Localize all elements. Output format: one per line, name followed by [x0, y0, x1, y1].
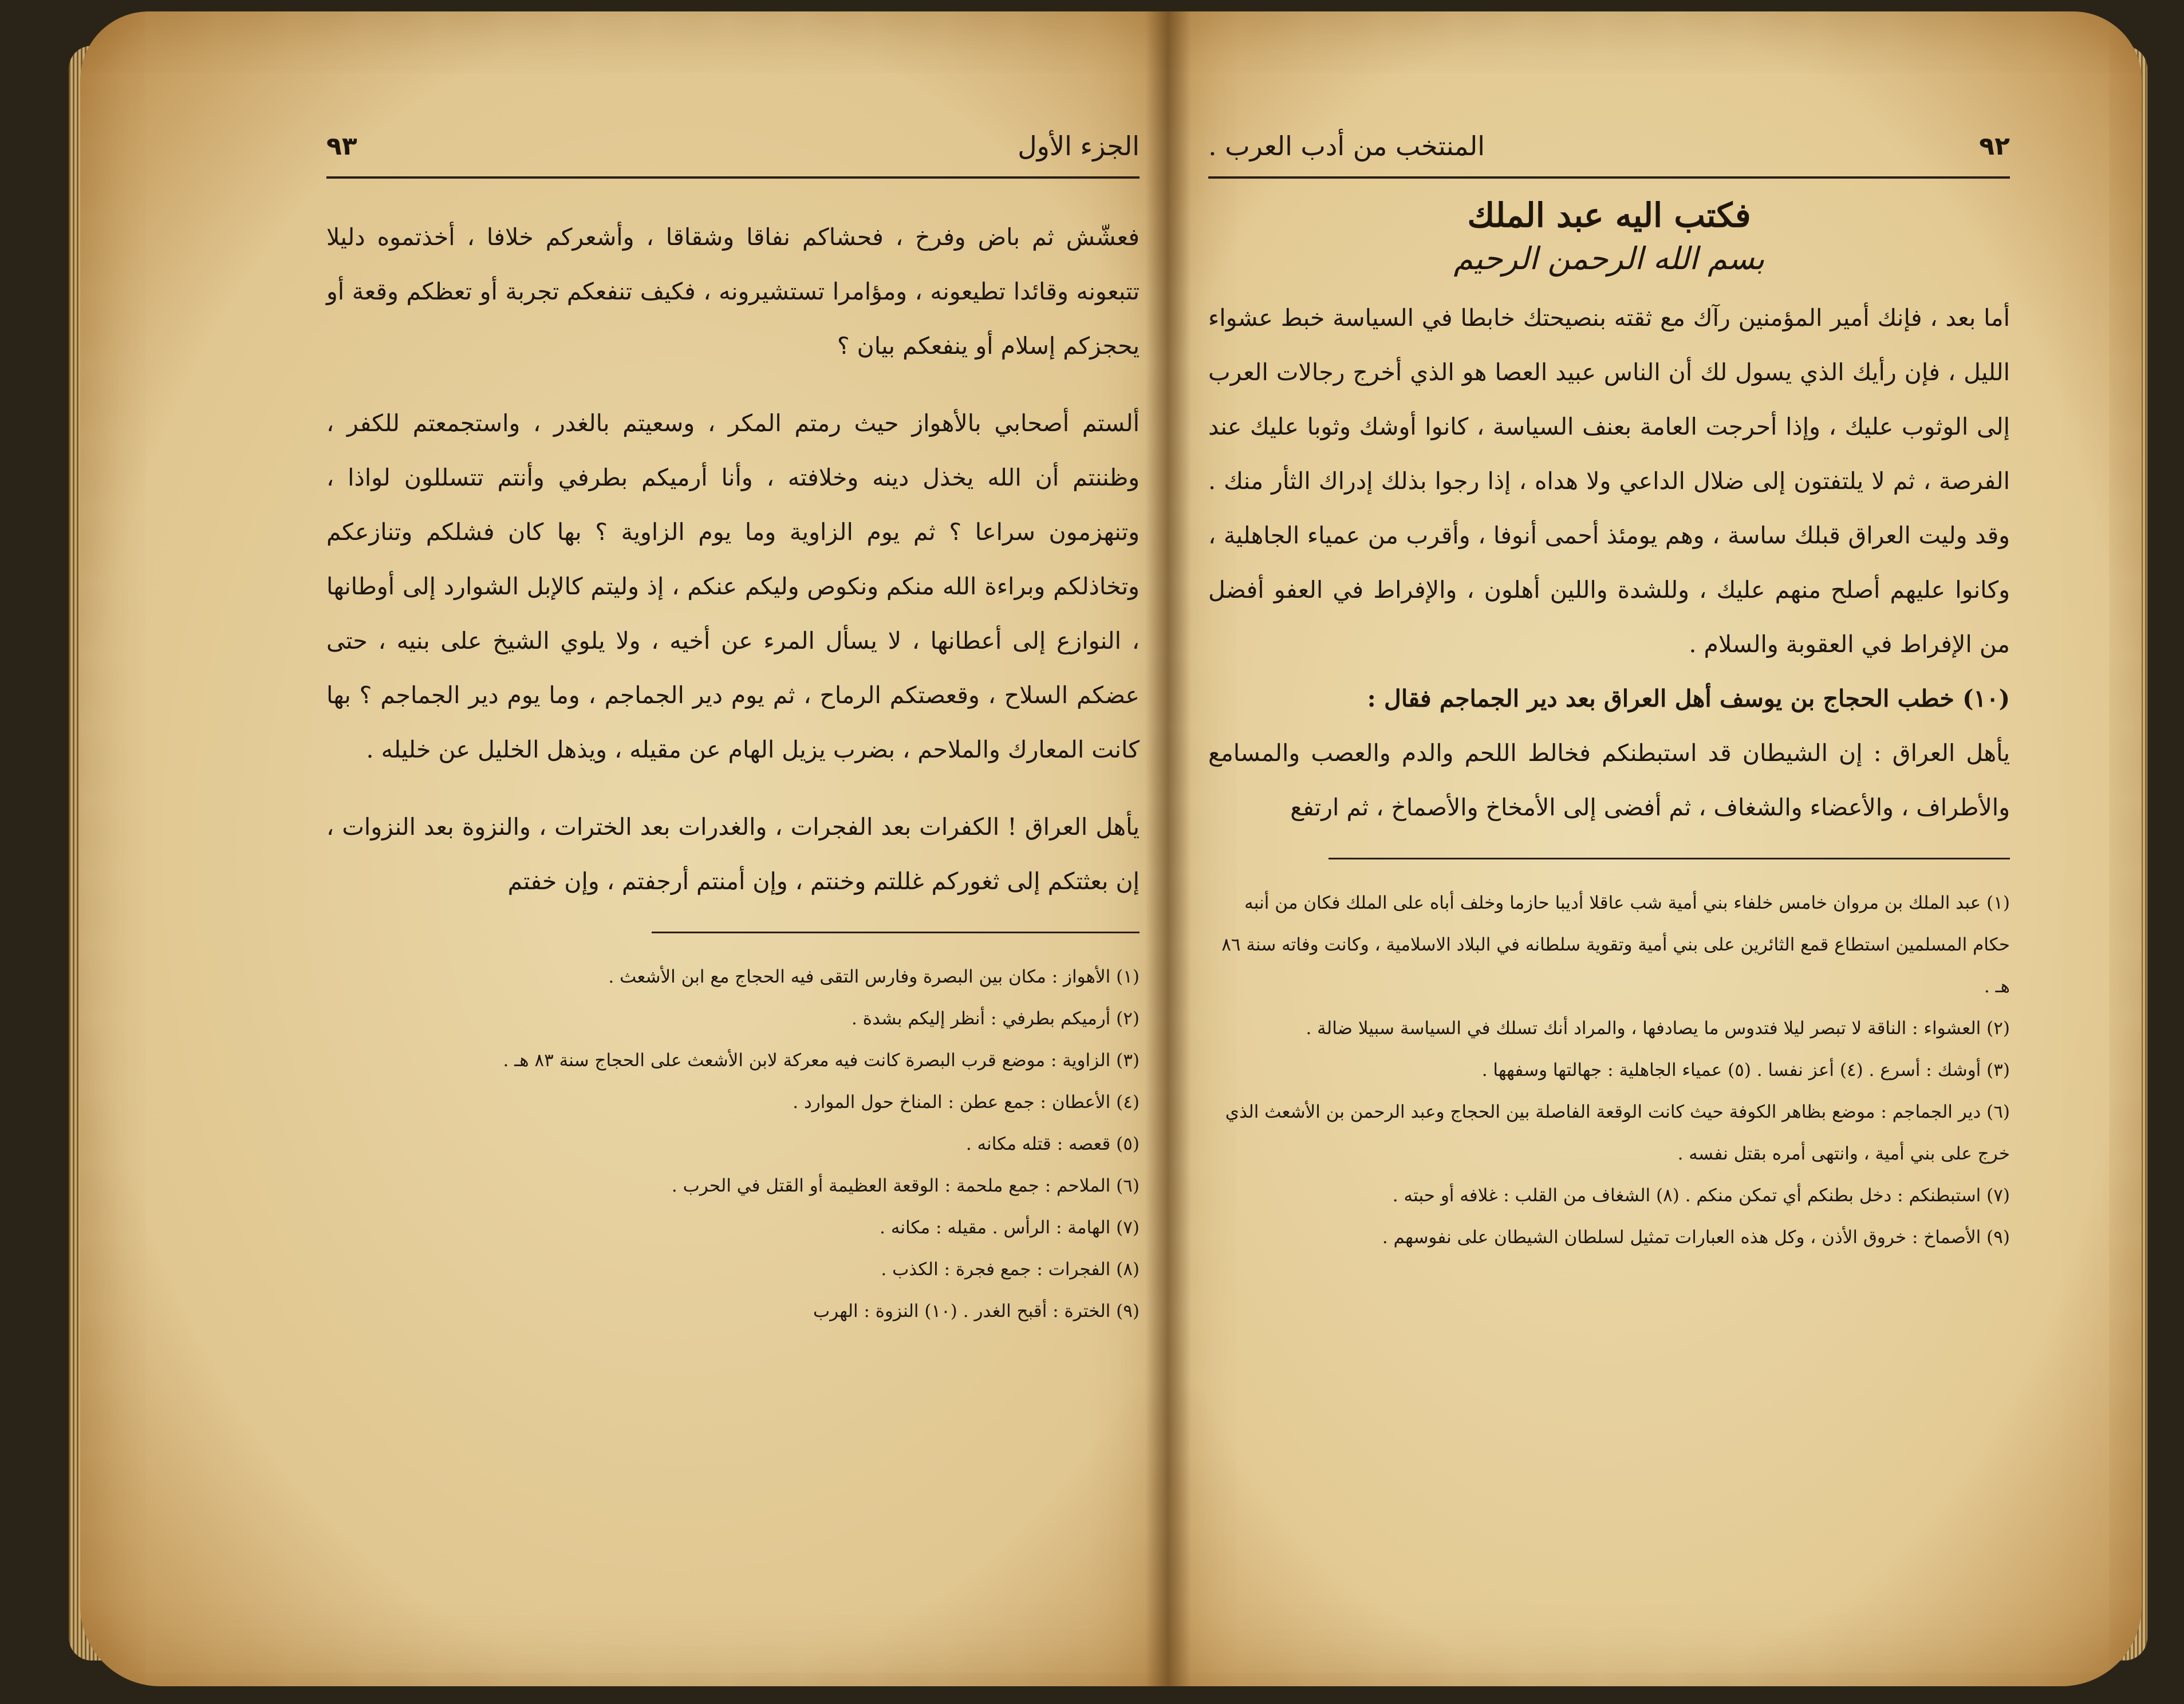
running-title: المنتخب من أدب العرب . — [1208, 131, 1485, 161]
footnote: (٩) الخترة : أقبح الغدر . (١٠) النزوة : الهرب — [813, 1301, 1140, 1322]
header-rule — [1208, 176, 2010, 179]
letter-heading: فكتب اليه عبد الملك — [1467, 196, 1751, 235]
left-page — [80, 11, 1168, 1686]
right-page-header — [1208, 126, 2010, 166]
header-rule — [326, 176, 1140, 179]
right-page-content — [1208, 126, 2010, 1259]
footnote: (٦) الملاحم : جمع ملحمة : الوقعة العظيمة أو القتل في الحرب . — [671, 1176, 1140, 1196]
footnote: (٣) الزاوية : موضع قرب البصرة كانت فيه معركة لابن الأشعث على الحجاج سنة ٨٣ هـ . — [503, 1050, 1140, 1071]
footnote: (٢) العشواء : الناقة لا تبصر ليلا فتدوس ما يصادفها ، والمراد أنك تسلك في السياسة سبيلا ضالة . — [1306, 1018, 2010, 1039]
footnote: (٤) الأعطان : جمع عطن : المناخ حول الموارد . — [793, 1092, 1140, 1113]
footnote: (٧) الهامة : الرأس . مقيله : مكانه . — [880, 1217, 1140, 1238]
right-page-body — [1208, 291, 2010, 835]
footnote: (٣) أوشك : أسرع . (٤) أعز نفسا . (٥) عمياء الجاهلية : جهالتها وسفهها . — [1481, 1060, 2010, 1080]
footnote: (٥) قعصه : قتله مكانه . — [965, 1134, 1140, 1154]
footnote: (١) الأهواز : مكان بين البصرة وفارس التقى فيه الحجاج مع ابن الأشعث . — [608, 967, 1140, 987]
book-gutter — [1145, 11, 1191, 1686]
footnote: (٢) أرميكم بطرفي : أنظر إليكم بشدة . — [851, 1008, 1140, 1029]
left-page-header — [326, 126, 1140, 166]
footnote: (١) عبد الملك بن مروان خامس خلفاء بني أمية شب عاقلا أديبا حازما وخلف أباه على الملك فكان من أنبه حكام المسلمين استطاع قمع الثائرين على بني أمية وتقوية سلطانه في البلاد الاسلامية ، وكانت وفاته سنة ٨٦ هـ . — [1221, 893, 2010, 997]
page-number: ٩٢ — [1979, 131, 2010, 161]
paragraph: يأهل العراق ! الكفرات بعد الفجرات ، والغدرات بعد الخترات ، والنزوة بعد النزوات ، إن بعثتكم إلى ثغوركم غللتم وخنتم ، وإن أمنتم أرجفتم ، وإن خفتم — [326, 813, 1140, 895]
footnotes — [1208, 882, 2010, 1259]
footnote: (٦) دير الجماجم : موضع بظاهر الكوفة حيث كانت الوقعة الفاصلة بين الحجاج وعبد الرحمن بن الأشعث الذي خرج على بني أمية ، وانتهى أمره بقتل نفسه . — [1225, 1102, 2010, 1164]
paragraph: أما بعد ، فإنك أمير المؤمنين رآك مع ثقته بنصيحتك خابطا في السياسة خبط عشواء الليل ، فإن رأيك الذي يسول لك أن الناس عبيد العصا هو الذي أخرج رجالات العرب إلى الوثوب عليك ، وإذا أحرجت العامة بعنف السياسة ، كانوا أوشك وثوبا عليك عند الفرصة ، ثم لا يلتفتون إلى ضلال الداعي ولا هداه ، إذا رجوا بذلك إدراك الثأر منك . وقد وليت العراق قبلك ساسة ، وهم يومئذ أحمى أنوفا ، وأقرب من عمياء الجاهلية ، وكانوا عليهم أصلح منهم عليك ، وللشدة واللين أهلون ، والإفراط في العفو أفضل من الإفراط في العقوبة والسلام . — [1208, 304, 2010, 658]
left-page-body — [326, 210, 1140, 909]
left-page-content — [326, 126, 1140, 1332]
footnote: (٩) الأصماخ : خروق الأذن ، وكل هذه العبارات تمثيل لسلطان الشيطان على نفوسهم . — [1382, 1227, 2010, 1248]
basmala: بسم الله الرحمن الرحيم — [1453, 240, 1765, 277]
running-title: الجزء الأول — [1018, 131, 1140, 161]
footnote-rule — [1328, 858, 2010, 859]
page-number: ٩٣ — [326, 131, 357, 161]
paragraph: ألستم أصحابي بالأهواز حيث رمتم المكر ، وسعيتم بالغدر ، واستجمعتم للكفر ، وظننتم أن الله يخذل دينه وخلافته ، وأنا أرميكم بطرفي وأنتم تتسللون لواذا ، وتنهزمون سراعا ؟ ثم يوم الزاوية وما يوم الزاوية ؟ بها كان فشلكم وتنازعكم وتخاذلكم وبراءة الله منكم ونكوص وليكم عنكم ، إذ وليتم كالإبل الشوارد إلى أوطانها ، النوازع إلى أعطانها ، لا يسأل المرء عن أخيه ، ولا يلوي الشيخ على بنيه ، حتى عضكم السلاح ، وقعصتكم الرماح ، ثم يوم دير الجماجم ، وما يوم دير الجماجم ؟ بها كانت المعارك والملاحم ، بضرب يزيل الهام عن مقيله ، ويذهل الخليل عن خليله . — [326, 409, 1140, 763]
paragraph: يأهل العراق : إن الشيطان قد استبطنكم فخالط اللحم والدم والعصب والمسامع والأطراف ، والأعضاء والشغاف ، ثم أفضى إلى الأمخاخ والأصماخ ، ثم ارتفع — [1208, 739, 2010, 821]
open-book — [34, 11, 2073, 1686]
footnotes — [326, 956, 1140, 1332]
right-page — [1168, 11, 2142, 1686]
footnote: (٧) استبطنكم : دخل بطنكم أي تمكن منكم . (٨) الشغاف من القلب : غلافه أو حبته . — [1392, 1185, 2010, 1206]
paragraph: فعشّش ثم باض وفرخ ، فحشاكم نفاقا وشقاقا ، وأشعركم خلافا ، أخذتموه دليلا تتبعونه وقائدا تطيعونه ، ومؤامرا تستشيرونه ، فكيف تنفعكم تجربة أو تعظكم وقعة أو يحجزكم إسلام أو ينفعكم بيان ؟ — [326, 223, 1140, 360]
section-title: (١٠) خطب الحجاج بن يوسف أهل العراق بعد دير الجماجم فقال : — [1367, 685, 2010, 712]
footnote-rule — [652, 932, 1140, 933]
footnote: (٨) الفجرات : جمع فجرة : الكذب . — [881, 1259, 1140, 1280]
